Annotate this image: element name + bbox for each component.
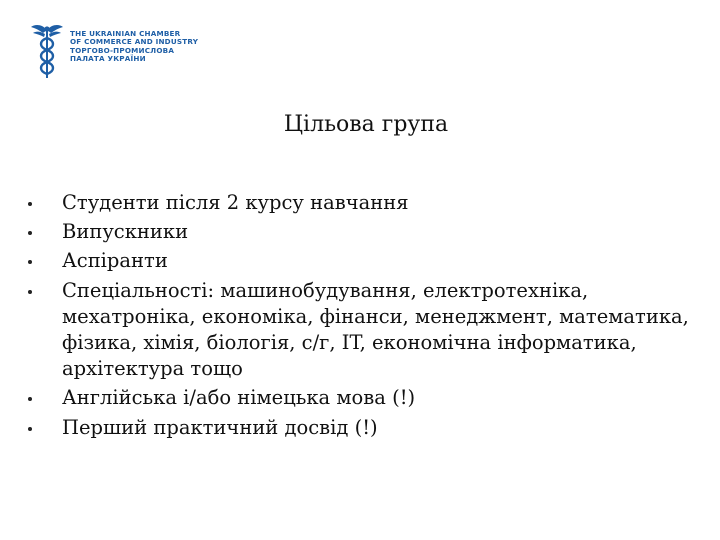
logo-text	[70, 30, 198, 64]
list-item-text: Спеціальності: машинобудування, електротехніка, мехатроніка, економіка, фінанси, менеджмент, математика, фізика, хімія, біологія, с/г, IT, економічна інформатика, архітектура тощо	[62, 278, 689, 381]
chamber-logo	[30, 22, 230, 82]
logo-line: OF COMMERCE AND INDUSTRY	[70, 37, 199, 47]
logo-line: ТОРГОВО-ПРОМИСЛОВА	[70, 45, 175, 55]
bullet-icon	[28, 202, 32, 206]
list-item	[22, 415, 702, 441]
logo-line: THE UKRAINIAN CHAMBER	[70, 29, 181, 38]
bullet-icon	[28, 397, 32, 401]
bullet-icon	[28, 427, 32, 431]
logo-line: ПАЛАТА УКРАЇНИ	[70, 54, 146, 64]
bullet-icon	[28, 260, 32, 264]
bullet-icon	[28, 290, 32, 294]
slide-title: Цільова група	[283, 112, 449, 137]
target-group-list	[22, 190, 702, 444]
list-item-text: Перший практичний досвід (!)	[62, 415, 378, 439]
list-item	[22, 278, 702, 383]
list-item-text: Студенти після 2 курсу навчання	[62, 191, 409, 214]
bullet-icon	[28, 231, 32, 235]
list-item	[22, 219, 702, 245]
list-item-text: Аспіранти	[62, 249, 168, 273]
list-item-text: Англійська і/або німецька мова (!)	[62, 386, 416, 410]
caduceus-icon	[30, 22, 64, 80]
list-item	[22, 385, 702, 411]
list-item	[22, 248, 702, 274]
list-item	[22, 190, 702, 216]
list-item-text: Випускники	[62, 220, 189, 244]
